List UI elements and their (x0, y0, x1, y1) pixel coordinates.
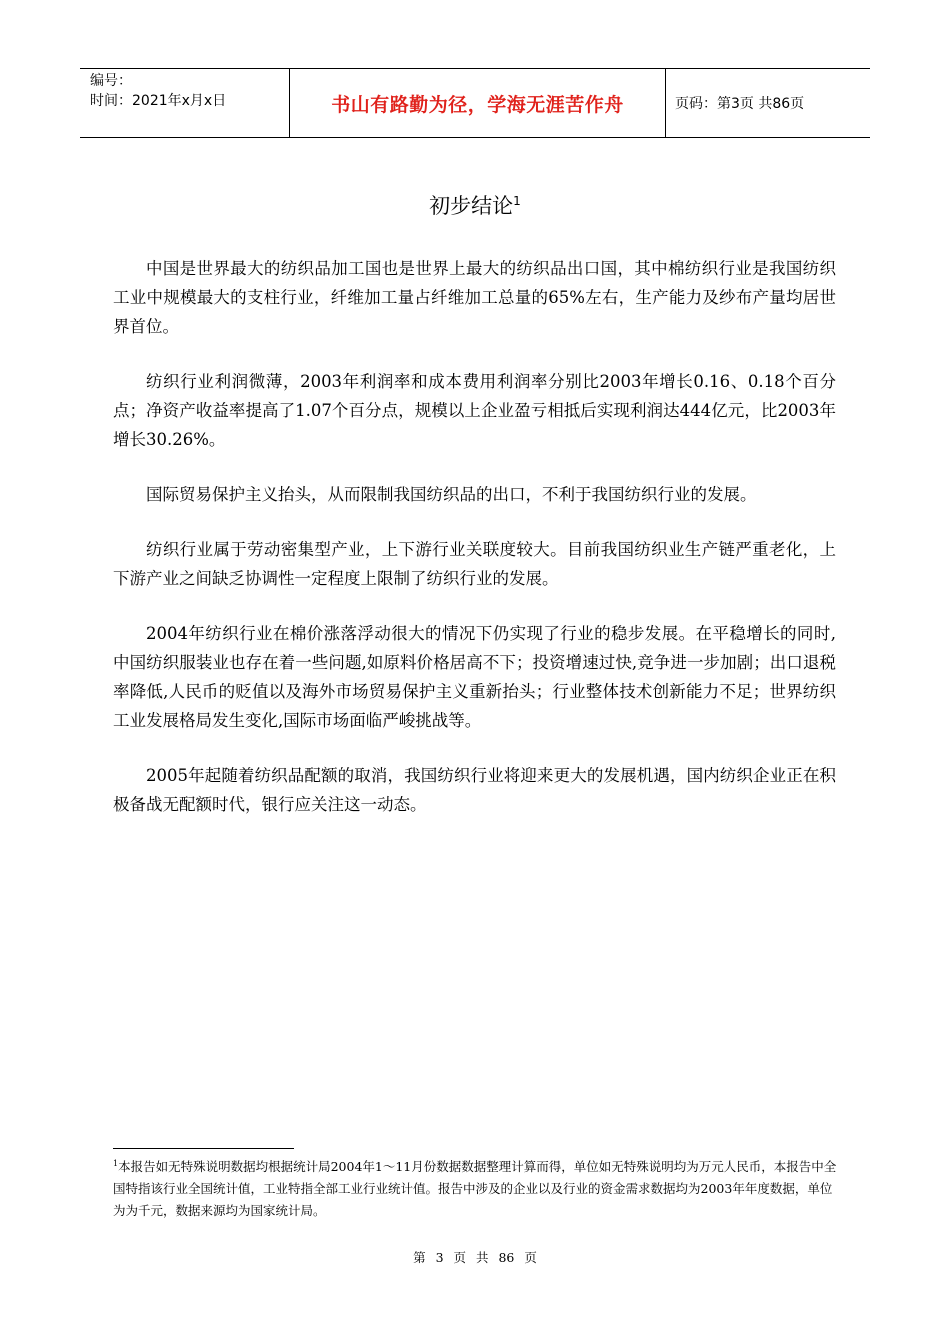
title-footnote-mark[interactable]: 1 (513, 194, 521, 208)
body-text (113, 254, 836, 845)
footnote (113, 1153, 838, 1222)
footnote-text: 本报告如无特殊说明数据均根据统计局2004年1～11月份数据数据整理计算而得，单位如无特殊说明均为万元人民币，本报告中全国特指该行业全国统计值，工业特指全部工业行业统计值。报告中涉及的企业以及行业的资金需求数据均为2003年年度数据，单位为为千元，数据来源均为国家统计局。 (113, 1159, 837, 1219)
page-header (80, 68, 870, 138)
document-time-label: 时间：2021年x月x日 (90, 93, 227, 109)
paragraph: 2005年起随着纺织品配额的取消，我国纺织行业将迎来更大的发展机遇，国内纺织企业正在积极备战无配额时代，银行应关注这一动态。 (113, 766, 836, 814)
section-title (0, 190, 950, 220)
paragraph: 国际贸易保护主义抬头，从而限制我国纺织品的出口，不利于我国纺织行业的发展。 (146, 485, 757, 504)
paragraph: 纺织行业利润微薄，2003年利润率和成本费用利润率分别比2003年增长0.16、0.18个百分点；净资产收益率提高了1.07个百分点，规模以上企业盈亏相抵后实现利润达444亿元，比2003年增长30.26%。 (113, 372, 836, 449)
paragraph: 2004年纺织行业在棉价涨落浮动很大的情况下仍实现了行业的稳步发展。在平稳增长的同时,中国纺织服装业也存在着一些问题,如原料价格居高不下；投资增速过快,竞争进一步加剧；出口退税率降低,人民币的贬值以及海外市场贸易保护主义重新抬头；行业整体技术创新能力不足；世界纺织工业发展格局发生变化,国际市场面临严峻挑战等。 (113, 624, 836, 730)
header-meta (80, 69, 290, 137)
paragraph: 纺织行业属于劳动密集型产业，上下游行业关联度较大。目前我国纺织业生产链严重老化，上下游产业之间缺乏协调性一定程度上限制了纺织行业的发展。 (113, 540, 836, 588)
header-page-info: 页码：第3页 共86页 (675, 96, 805, 112)
document-number-label: 编号： (90, 73, 132, 89)
footnote-separator (113, 1148, 294, 1149)
header-slogan: 书山有路勤为径，学海无涯苦作舟 (290, 69, 666, 137)
page-footer: 第 3 页 共 86 页 (413, 1250, 537, 1265)
footnote-mark: 1 (113, 1159, 119, 1168)
paragraph: 中国是世界最大的纺织品加工国也是世界上最大的纺织品出口国，其中棉纺织行业是我国纺织工业中规模最大的支柱行业，纤维加工量占纤维加工总量的65%左右，生产能力及纱布产量均居世界首位。 (113, 259, 836, 336)
section-title-text: 初步结论 (429, 194, 514, 218)
